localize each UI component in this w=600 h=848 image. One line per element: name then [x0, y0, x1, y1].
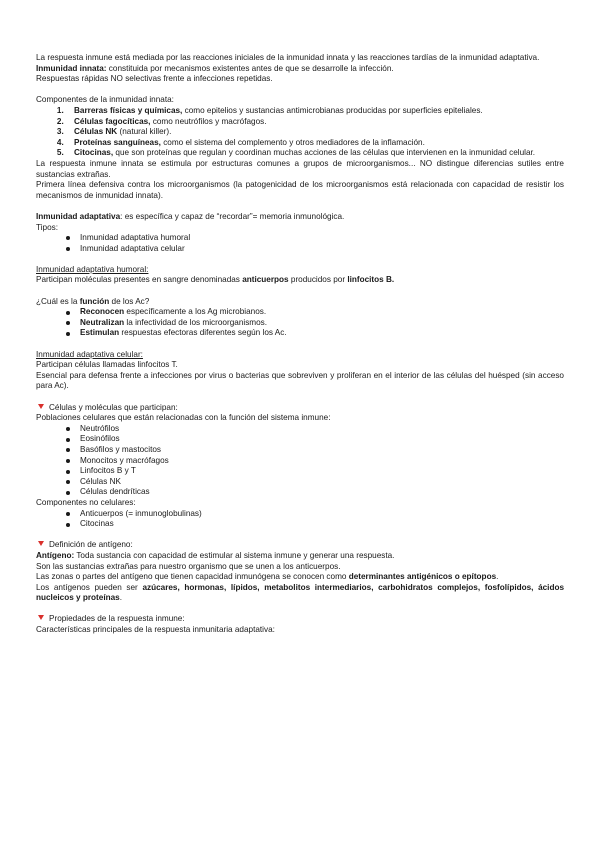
antigeno-line3: Las zonas o partes del antígeno que tienen capacidad inmunógena se conocen como determinantes antigénicos o epítopos. — [36, 572, 499, 582]
humoral-heading: Inmunidad adaptativa humoral: — [36, 264, 149, 274]
adaptativa-definition: Inmunidad adaptativa: es específica y capaz de “recordar”= memoria inmunológica. — [36, 211, 345, 221]
toggle-triangle-icon[interactable] — [38, 541, 44, 546]
innata-note: Respuestas rápidas NO selectivas frente a infecciones repetidas. — [36, 74, 273, 84]
no-celulares-list — [36, 509, 564, 530]
list-item: 2. Células fagocíticas, como neutrófilos y macrófagos. — [66, 117, 564, 128]
toggle-triangle-icon[interactable] — [38, 615, 44, 620]
list-item: Citocinas — [66, 519, 564, 530]
innata-stimulus-paragraph: La respuesta inmune innata se estimula por estructuras comunes a grupos de microorganismos... NO distingue diferencias sutiles entre sustancias extrañas. — [36, 158, 564, 179]
antigeno-line4: Los antígenos pueden ser azúcares, hormonas, lípidos, metabolitos intermediarios, carbohidratos complejos, fosfolípidos, ácidos nucleicos y proteínas. — [36, 582, 565, 603]
toggle-celulas-moleculas[interactable]: Células y moléculas que participan: — [36, 403, 564, 414]
innata-definition: Inmunidad innata: constituida por mecanismos existentes antes de que se desarrolle la infección. — [36, 63, 394, 73]
list-item: Reconocen específicamente a los Ag microbianos. — [66, 307, 564, 318]
list-item: Neutrófilos — [66, 424, 564, 435]
propiedades-line: Características principales de la respuesta inmunitaria adaptativa: — [36, 625, 275, 635]
list-item: Linfocitos B y T — [66, 466, 564, 477]
celular-line2: Esencial para defensa frente a infecciones por virus o bacterias que sobreviven y proliferan en el interior de las células del huésped (sin acceso para Ac). — [36, 370, 564, 391]
toggle-antigeno[interactable]: Definición de antígeno: — [36, 540, 564, 551]
adaptativa-term: Inmunidad adaptativa — [36, 211, 121, 221]
list-item: Eosinófilos — [66, 434, 564, 445]
list-item: Basófilos y mastocitos — [66, 445, 564, 456]
componentes-heading: Componentes de la inmunidad innata: — [36, 95, 174, 105]
list-item: Inmunidad adaptativa humoral — [66, 233, 564, 244]
toggle-propiedades[interactable]: Propiedades de la respuesta inmune: — [36, 614, 564, 625]
funcion-question: ¿Cuál es la función de los Ac? — [36, 296, 150, 306]
celulas-intro: Poblaciones celulares que están relacionadas con la función del sistema inmune: — [36, 413, 331, 423]
list-item: Neutralizan la infectividad de los microorganismos. — [66, 318, 564, 329]
document-page — [36, 53, 564, 636]
tipos-label: Tipos: — [36, 222, 58, 232]
list-item: Inmunidad adaptativa celular — [66, 244, 564, 255]
list-item: 5. Citocinas, que son proteínas que regulan y coordinan muchas acciones de las células que intervienen en la inmunidad celular. — [66, 148, 564, 159]
list-item: Monocitos y macrófagos — [66, 456, 564, 467]
innata-term: Inmunidad innata: — [36, 63, 107, 73]
antigeno-line2: Son las sustancias extrañas para nuestro organismo que se unen a los anticuerpos. — [36, 561, 341, 571]
humoral-paragraph: Participan moléculas presentes en sangre denominadas anticuerpos producidos por linfocitos B. — [36, 275, 395, 285]
celular-line1: Participan células llamadas linfocitos T. — [36, 360, 178, 370]
list-item: 3. Células NK (natural killer). — [66, 127, 564, 138]
first-line-paragraph: Primera línea defensiva contra los microorganismos (la patogenicidad de los microorganismos está relacionada con capacidad de resistir los mecanismos de inmunidad innata). — [36, 180, 564, 200]
no-celulares-label: Componentes no celulares: — [36, 497, 136, 507]
toggle-triangle-icon[interactable] — [38, 404, 44, 409]
funciones-list — [36, 307, 564, 339]
list-item: Estimulan respuestas efectoras diferentes según los Ac. — [66, 328, 564, 339]
list-item: Células NK — [66, 477, 564, 488]
antigeno-definition: Antígeno: Toda sustancia con capacidad de estimular al sistema inmune y generar una respuesta. — [36, 550, 395, 560]
list-item: Células dendríticas — [66, 487, 564, 498]
list-item: Anticuerpos (= inmunoglobulinas) — [66, 509, 564, 520]
componentes-list — [36, 106, 564, 159]
intro-paragraph: La respuesta inmune está mediada por las reacciones iniciales de la inmunidad innata y las reacciones tardías de la inmunidad adaptativa. — [36, 53, 540, 62]
tipos-list — [36, 233, 564, 254]
celulas-list — [36, 424, 564, 498]
celular-heading: Inmunidad adaptativa celular: — [36, 349, 143, 359]
list-item: 1. Barreras físicas y químicas, como epitelios y sustancias antimicrobianas producidas por superficies epiteliales. — [66, 106, 564, 117]
list-item: 4. Proteínas sanguíneas, como el sistema del complemento y otros mediadores de la inflamación. — [66, 138, 564, 149]
